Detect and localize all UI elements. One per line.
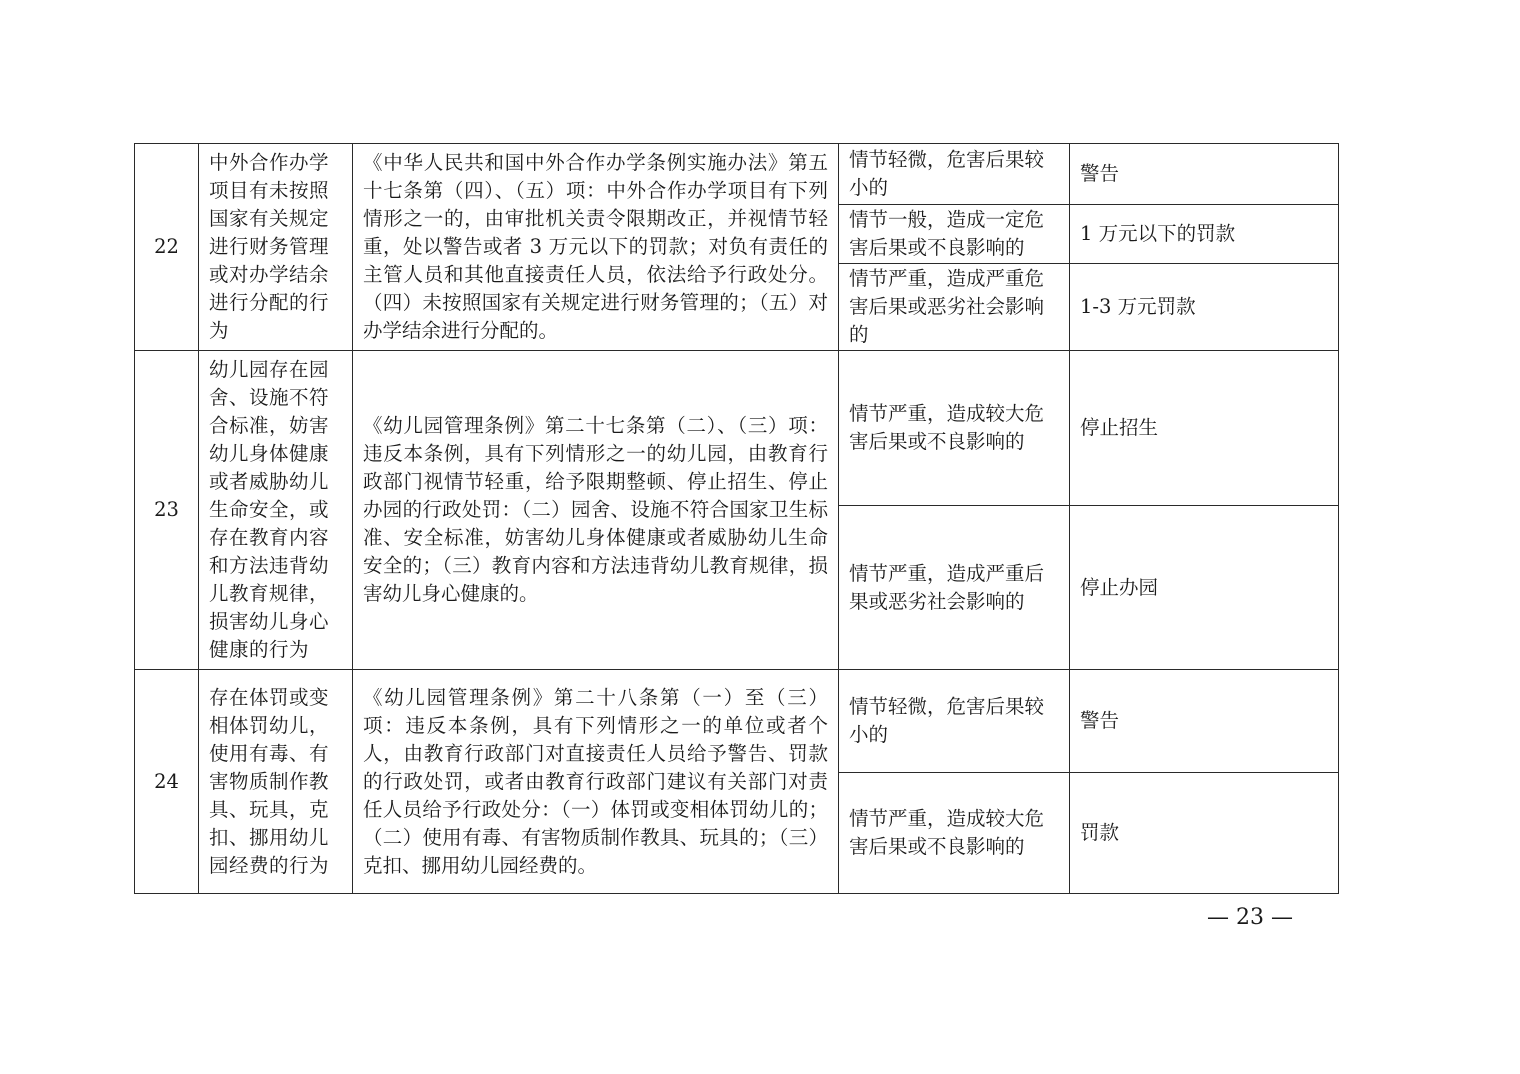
item-number: 22	[135, 144, 199, 351]
penalty-cell: 停止办园	[1070, 506, 1339, 670]
legal-basis: 《幼儿园管理条例》第二十八条第（一）至（三）项：违反本条例，具有下列情形之一的单位或者个人，由教育行政部门对直接责任人员给予警告、罚款的行政处罚，或者由教育行政部门建议有关部门对责任人员给予行政处分：（一）体罚或变相体罚幼儿的；（二）使用有毒、有害物质制作教具、玩具的；（三）克扣、挪用幼儿园经费的。	[353, 670, 839, 894]
penalty-cell: 停止招生	[1070, 351, 1339, 506]
item-number: 24	[135, 670, 199, 894]
table-row-22	[135, 144, 1339, 205]
circumstance-cell: 情节轻微，危害后果较小的	[839, 144, 1070, 205]
circumstance-cell: 情节严重，造成较大危害后果或不良影响的	[839, 351, 1070, 506]
violation-behavior: 幼儿园存在园舍、设施不符合标准，妨害幼儿身体健康或者威胁幼儿生命安全，或存在教育内容和方法违背幼儿教育规律，损害幼儿身心健康的行为	[199, 351, 353, 670]
penalty-cell: 1-3 万元罚款	[1070, 264, 1339, 351]
circumstance-cell: 情节严重，造成严重后果或恶劣社会影响的	[839, 506, 1070, 670]
penalty-cell: 1 万元以下的罚款	[1070, 205, 1339, 264]
table-row-23	[135, 351, 1339, 506]
page-number: — 23 —	[1207, 905, 1293, 930]
penalty-cell: 警告	[1070, 670, 1339, 773]
violation-behavior: 存在体罚或变相体罚幼儿，使用有毒、有害物质制作教具、玩具，克扣、挪用幼儿园经费的行为	[199, 670, 353, 894]
circumstance-cell: 情节严重，造成较大危害后果或不良影响的	[839, 773, 1070, 894]
legal-basis: 《中华人民共和国中外合作办学条例实施办法》第五十七条第（四）、（五）项：中外合作办学项目有下列情形之一的，由审批机关责令限期改正，并视情节轻重，处以警告或者 3 万元以下的罚款；对负有责任的主管人员和其他直接责任人员，依法给予行政处分。（四）未按照国家有关规定进行财务管理的；（五）对办学结余进行分配的。	[353, 144, 839, 351]
legal-basis: 《幼儿园管理条例》第二十七条第（二）、（三）项：违反本条例，具有下列情形之一的幼儿园，由教育行政部门视情节轻重，给予限期整顿、停止招生、停止办园的行政处罚：（二）园舍、设施不符合国家卫生标准、安全标准，妨害幼儿身体健康或者威胁幼儿生命安全的；（三）教育内容和方法违背幼儿教育规律，损害幼儿身心健康的。	[353, 351, 839, 670]
violation-behavior: 中外合作办学项目有未按照国家有关规定进行财务管理或对办学结余进行分配的行为	[199, 144, 353, 351]
circumstance-cell: 情节一般，造成一定危害后果或不良影响的	[839, 205, 1070, 264]
item-number: 23	[135, 351, 199, 670]
circumstance-cell: 情节严重，造成严重危害后果或恶劣社会影响的	[839, 264, 1070, 351]
circumstance-cell: 情节轻微，危害后果较小的	[839, 670, 1070, 773]
penalty-cell: 罚款	[1070, 773, 1339, 894]
table-row-24	[135, 670, 1339, 773]
penalty-standards-table	[134, 143, 1339, 894]
penalty-cell: 警告	[1070, 144, 1339, 205]
